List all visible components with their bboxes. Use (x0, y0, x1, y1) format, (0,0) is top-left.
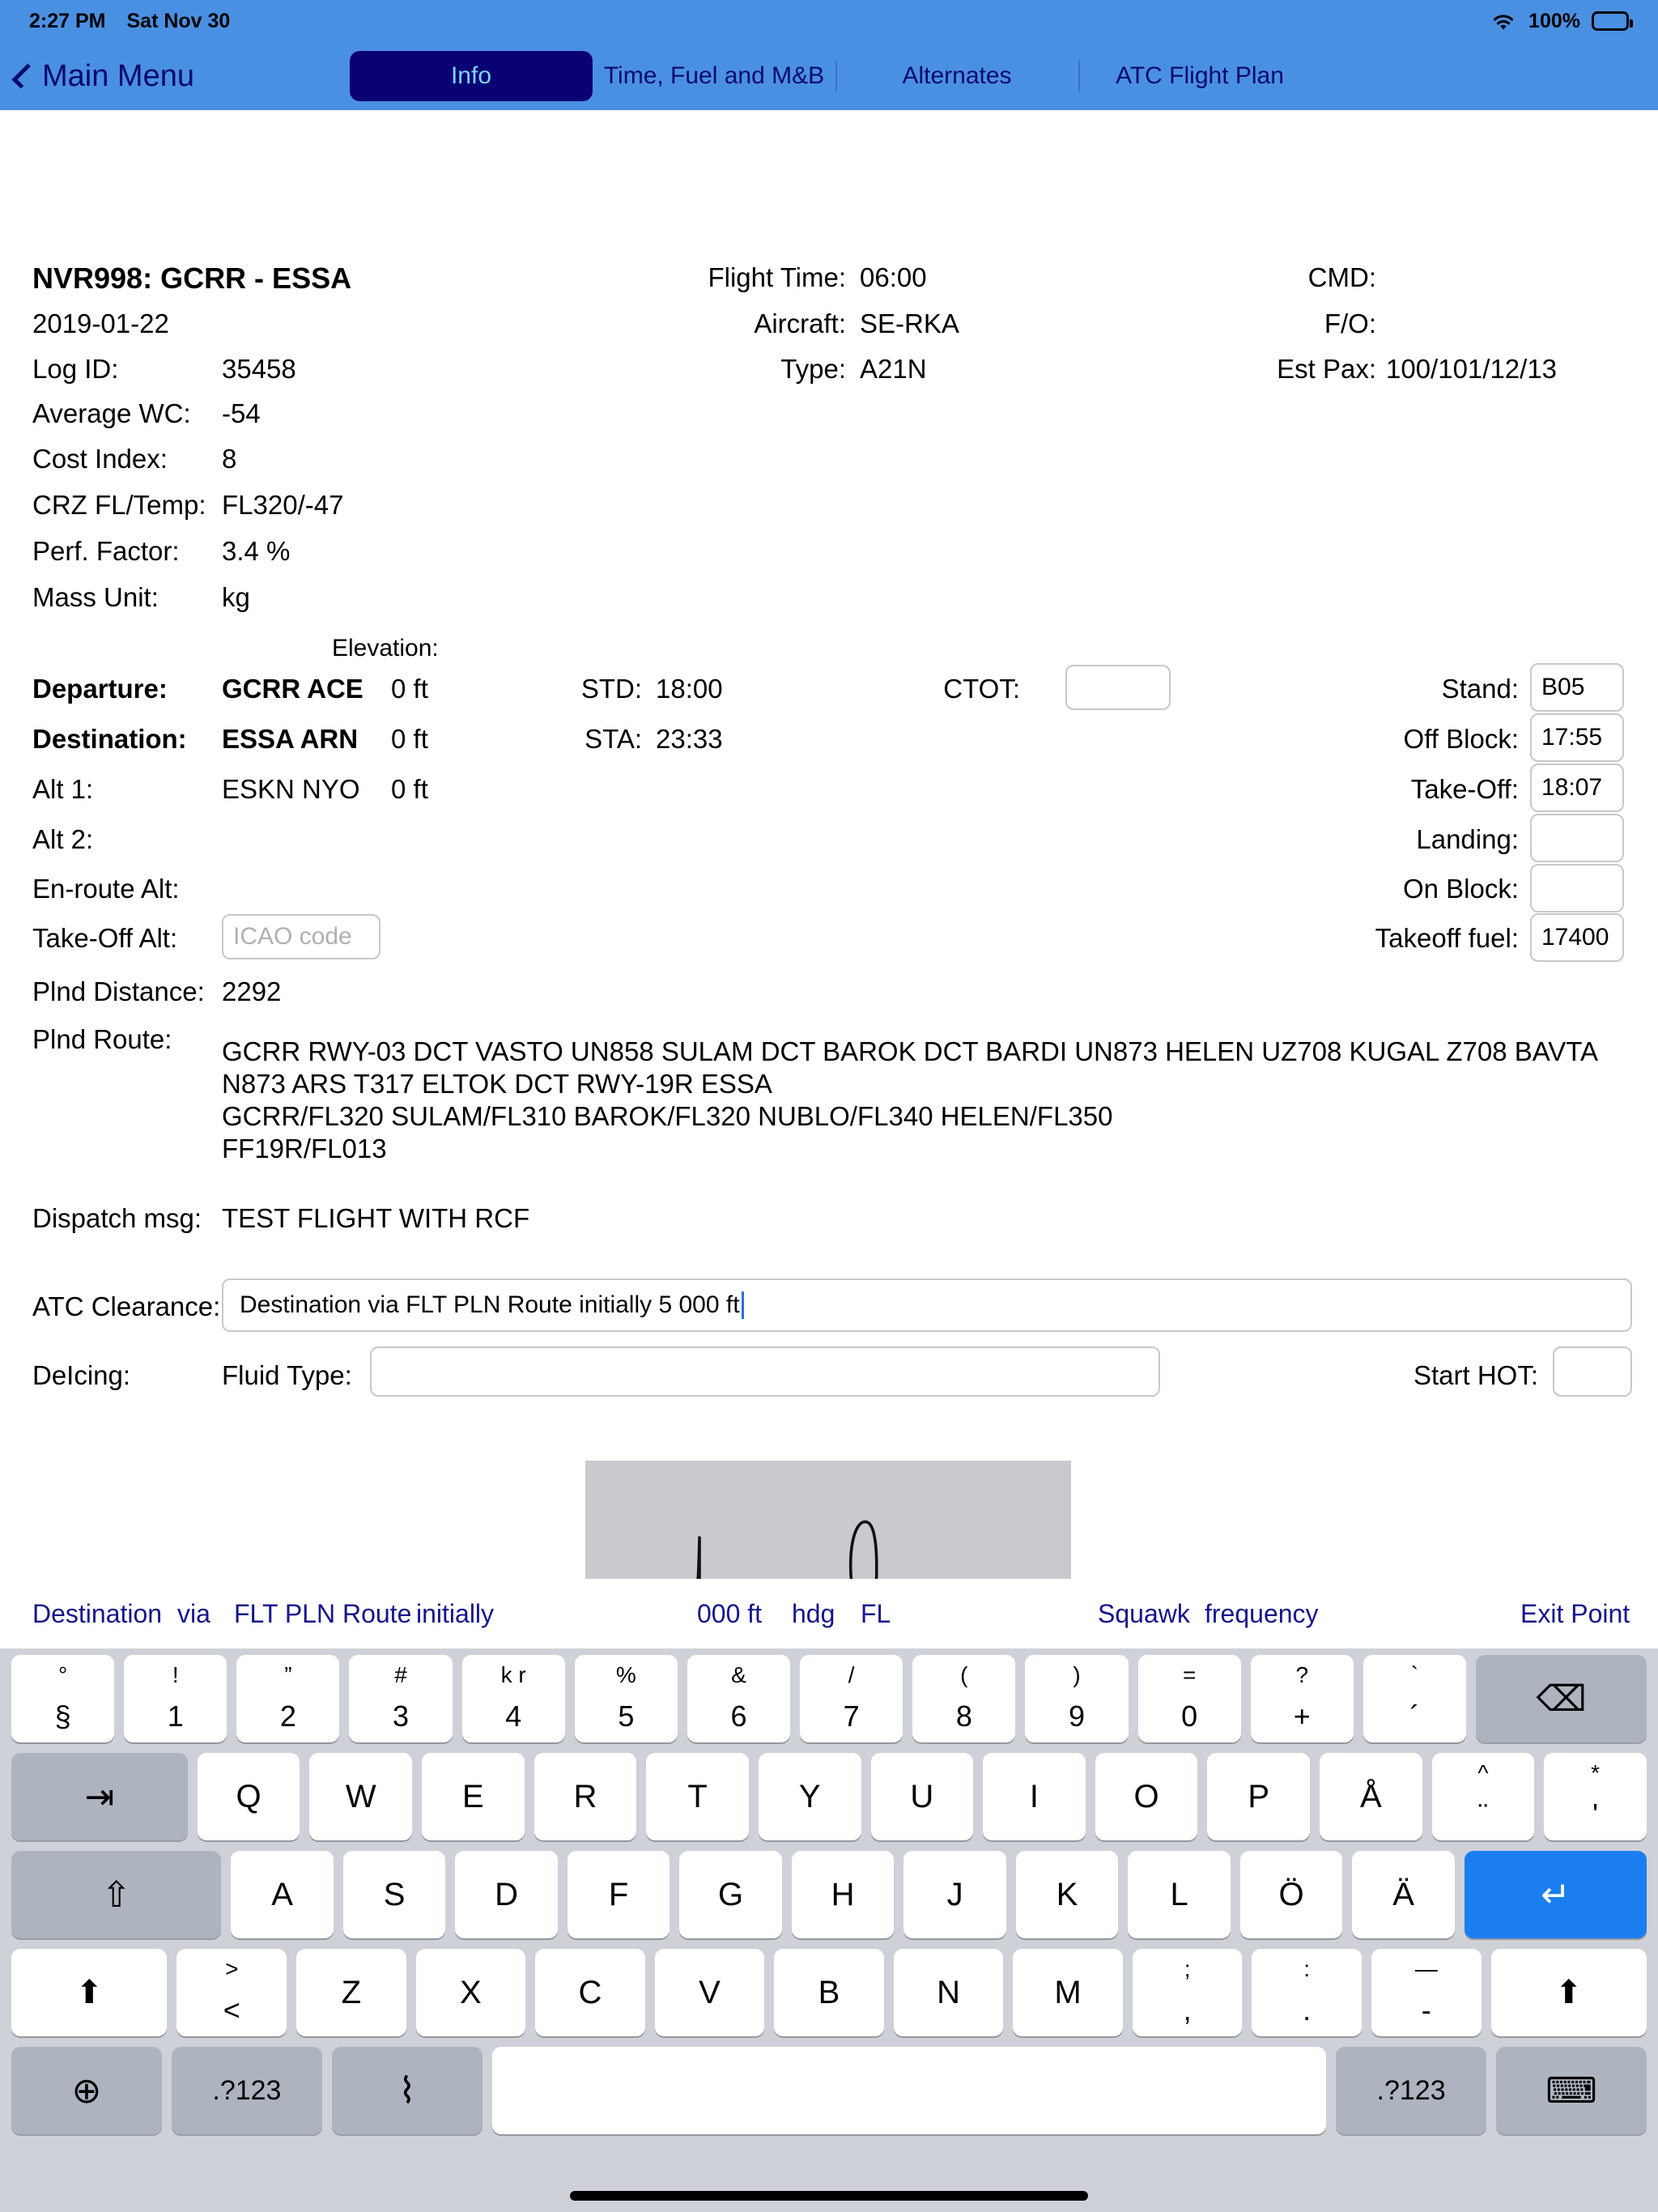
key-4[interactable] (462, 1655, 565, 1742)
key-primary-label: Y (798, 1778, 821, 1814)
type-label: Type: (780, 354, 846, 384)
key-primary-label: D (495, 1876, 519, 1912)
numeric-switch-right-key[interactable] (1336, 2047, 1486, 2134)
key-a[interactable] (231, 1851, 334, 1938)
take-off-input[interactable] (1530, 764, 1624, 812)
dispatch-msg-label: Dispatch msg: (32, 1203, 202, 1233)
alt2-label: Alt 2: (32, 824, 94, 854)
key-primary-label: ⬆ (1554, 1975, 1583, 2010)
departure-elevation: 0 ft (391, 674, 428, 704)
key-secondary-label: ; (1184, 1956, 1191, 1981)
keyboard-row-numbers (5, 1655, 1653, 1742)
tab-atc-flight-plan-label: ATC Flight Plan (1116, 62, 1284, 89)
takeoff-fuel-value: 17400 (1541, 924, 1609, 951)
elevation-header: Elevation: (332, 635, 439, 661)
key-primary-label: ⌨ (1545, 2070, 1597, 2111)
key-1[interactable] (124, 1655, 227, 1742)
plnd-route-line-1: GCRR RWY-03 DCT VASTO UN858 SULAM DCT BAROK DCT BARDI UN873 HELEN UZ708 KUGAL Z708 BAVTA (222, 1036, 1599, 1066)
key-g[interactable] (679, 1851, 782, 1938)
on-block-label: On Block: (1402, 874, 1519, 904)
key-primary-label: J (946, 1876, 963, 1912)
suggestion-initially[interactable]: initially (416, 1598, 495, 1628)
key-w[interactable] (309, 1753, 412, 1840)
atc-clearance-label: ATC Clearance: (32, 1291, 221, 1321)
back-button-label: Main Menu (42, 58, 194, 93)
keyboard-row-qwerty (5, 1753, 1653, 1840)
key-primary-label: ´ (1409, 1699, 1420, 1733)
cost-index-value: 8 (222, 444, 237, 474)
key-r[interactable] (534, 1753, 637, 1840)
key-[interactable] (1251, 1655, 1354, 1742)
key-primary-label: 6 (730, 1699, 747, 1733)
key-primary-label: 7 (843, 1699, 860, 1733)
key-p[interactable] (1207, 1753, 1310, 1840)
home-indicator (570, 2191, 1088, 2201)
off-block-label: Off Block: (1403, 724, 1519, 754)
aircraft-value: SE-RKA (860, 308, 959, 338)
key-z[interactable] (296, 1949, 406, 2036)
key-[interactable] (1133, 1949, 1243, 2036)
average-wc-label: Average WC: (32, 398, 191, 428)
key-primary-label: 2 (279, 1699, 296, 1733)
sta-label: STA: (585, 724, 642, 754)
key-primary-label: C (578, 1974, 602, 2010)
key-[interactable] (1544, 1753, 1647, 1840)
destination-label: Destination: (32, 724, 187, 754)
key-primary-label: I (1029, 1778, 1039, 1814)
off-block-value: 17:55 (1541, 724, 1603, 751)
key-secondary-label: k r (500, 1662, 526, 1687)
key-primary-label: 9 (1068, 1699, 1085, 1733)
key-primary-label: 5 (618, 1699, 635, 1733)
cost-index-label: Cost Index: (32, 444, 168, 474)
perf-factor-label: Perf. Factor: (32, 536, 180, 566)
key-primary-label: Z (341, 1974, 362, 2010)
key-secondary-label: # (394, 1662, 407, 1687)
key-primary-label: H (831, 1876, 855, 1912)
tab-time-fuel-mb[interactable] (593, 51, 835, 101)
stand-value: B05 (1541, 674, 1585, 700)
hide-keyboard-key[interactable] (1496, 2047, 1647, 2134)
key-e[interactable] (422, 1753, 525, 1840)
space-key[interactable] (492, 2047, 1326, 2134)
key-v[interactable] (655, 1949, 765, 2036)
key-primary-label: ⇥ (84, 1776, 115, 1817)
key-c[interactable] (535, 1949, 645, 2036)
plnd-route-line-3: GCRR/FL320 SULAM/FL310 BAROK/FL320 NUBLO/FL340 HELEN/FL350 (222, 1101, 1113, 1131)
alt1-code: ESKN NYO (222, 774, 360, 804)
key-[interactable] (11, 1655, 114, 1742)
suggestion-via[interactable]: via (177, 1598, 210, 1628)
key-primary-label: P (1248, 1778, 1270, 1814)
key-[interactable] (1352, 1851, 1455, 1938)
key-primary-label: M (1054, 1974, 1082, 2010)
key-primary-label: 4 (505, 1699, 522, 1733)
type-value: A21N (860, 354, 927, 384)
key-secondary-label: * (1591, 1760, 1601, 1785)
key-secondary-label: % (615, 1662, 636, 1687)
crz-fl-temp-label: CRZ FL/Temp: (32, 490, 206, 520)
plnd-distance-label: Plnd Distance: (32, 976, 205, 1006)
navigation-bar (0, 42, 1658, 110)
back-to-main-menu-button[interactable] (18, 59, 194, 94)
key-primary-label: , (1183, 1993, 1192, 2027)
key-primary-label: ↵ (1540, 1874, 1571, 1915)
key-secondary-label: — (1414, 1956, 1438, 1981)
key-[interactable] (1371, 1949, 1482, 2036)
tab-info-label: Info (450, 62, 492, 89)
key-9[interactable] (1025, 1655, 1128, 1742)
key-5[interactable] (575, 1655, 678, 1742)
status-bar-right (1490, 10, 1629, 33)
key-primary-label: G (718, 1876, 744, 1912)
keyboard-row-zxcv (5, 1949, 1653, 2036)
key-primary-label: ' (1592, 1797, 1599, 1831)
key-primary-label: B (818, 1974, 840, 2010)
key-k[interactable] (1016, 1851, 1119, 1938)
key-primary-label: E (462, 1778, 484, 1814)
keyboard-row-home (5, 1851, 1653, 1938)
key-primary-label: Ö (1278, 1876, 1304, 1912)
deicing-label: DeIcing: (32, 1360, 131, 1390)
key-secondary-label: & (731, 1662, 746, 1687)
ctot-label: CTOT: (943, 674, 1020, 704)
key-primary-label: T (687, 1778, 708, 1814)
key-primary-label: .?123 (212, 2074, 282, 2106)
key-secondary-label: ? (1295, 1662, 1309, 1687)
key-t[interactable] (646, 1753, 749, 1840)
alt1-elevation: 0 ft (391, 774, 428, 804)
on-screen-keyboard[interactable] (0, 1648, 1658, 2212)
battery-icon (1592, 11, 1629, 31)
key-primary-label: § (54, 1699, 71, 1733)
status-bar (0, 0, 1658, 42)
departure-code: GCRR ACE (222, 674, 363, 704)
enroute-alt-label: En-route Alt: (32, 874, 180, 904)
key-secondary-label: / (848, 1662, 855, 1687)
key-primary-label: 8 (955, 1699, 972, 1733)
start-hot-label: Start HOT: (1413, 1360, 1538, 1390)
text-caret (742, 1291, 744, 1319)
dictation-key[interactable] (332, 2047, 483, 2134)
key-secondary-label: ° (57, 1662, 68, 1687)
key-primary-label: X (460, 1974, 482, 2010)
fluid-type-label: Fluid Type: (222, 1360, 352, 1390)
key-primary-label: L (1170, 1876, 1188, 1912)
status-bar-left (29, 10, 230, 33)
key-secondary-label: ! (172, 1662, 179, 1687)
aircraft-label: Aircraft: (754, 308, 846, 338)
key-m[interactable] (1013, 1949, 1123, 2036)
key-f[interactable] (568, 1851, 670, 1938)
flight-time-label: Flight Time: (708, 262, 846, 292)
suggestion-exit-point[interactable]: Exit Point (1520, 1598, 1630, 1628)
key-primary-label: ⬆ (75, 1975, 103, 2010)
est-pax-value: 100/101/12/13 (1386, 354, 1558, 384)
suggestion-hdg[interactable]: hdg (792, 1598, 835, 1628)
average-wc-value: -54 (222, 398, 261, 428)
tab-alternates[interactable] (835, 51, 1078, 101)
flight-time-value: 06:00 (860, 262, 927, 292)
take-off-label: Take-Off: (1410, 774, 1519, 804)
key-secondary-label: > (225, 1956, 239, 1981)
suggestion-frequency[interactable]: frequency (1205, 1598, 1319, 1628)
shift-right-key[interactable] (1491, 1949, 1647, 2036)
suggestion-destination[interactable]: Destination (32, 1598, 163, 1628)
atc-clearance-input[interactable] (222, 1278, 1632, 1332)
departure-label: Departure: (32, 674, 168, 704)
tab-key[interactable] (11, 1753, 188, 1840)
takeoff-alt-placeholder: ICAO code (233, 923, 352, 950)
key-primary-label: ⌇ (398, 2070, 416, 2111)
sta-value: 23:33 (656, 724, 723, 754)
suggestion-fl[interactable]: FL (861, 1598, 891, 1628)
key-o[interactable] (1095, 1753, 1198, 1840)
key-primary-label: ¨ (1477, 1797, 1488, 1831)
key-[interactable] (1252, 1949, 1362, 2036)
status-date: Sat Nov 30 (126, 9, 231, 32)
destination-code: ESSA ARN (222, 724, 359, 754)
autocomplete-suggestion-bar (0, 1579, 1658, 1648)
key-x[interactable] (416, 1949, 526, 2036)
key-primary-label: W (345, 1778, 376, 1814)
key-[interactable] (1240, 1851, 1343, 1938)
stand-input[interactable] (1530, 663, 1624, 712)
key-secondary-label: : (1303, 1956, 1311, 1981)
key-primary-label: Å (1360, 1778, 1382, 1814)
key-[interactable] (176, 1949, 287, 2036)
key-primary-label: + (1293, 1699, 1311, 1733)
destination-elevation: 0 ft (391, 724, 428, 754)
return-key[interactable] (1465, 1851, 1647, 1938)
key-primary-label: < (223, 1993, 240, 2027)
key-primary-label: U (910, 1778, 934, 1814)
key-j[interactable] (903, 1851, 1006, 1938)
keyboard-row-bottom (5, 2047, 1653, 2134)
key-primary-label: F (608, 1876, 629, 1912)
std-label: STD: (580, 674, 642, 704)
flight-date: 2019-01-22 (32, 308, 169, 338)
key-primary-label: 1 (167, 1699, 184, 1733)
key-primary-label: ⇧ (101, 1874, 132, 1915)
key-i[interactable] (983, 1753, 1086, 1840)
backspace-key[interactable] (1476, 1655, 1647, 1742)
tab-atc-flight-plan[interactable] (1078, 51, 1321, 101)
dispatch-msg-value: TEST FLIGHT WITH RCF (222, 1203, 530, 1233)
key-primary-label: 0 (1181, 1699, 1198, 1733)
key-secondary-label: ” (284, 1662, 292, 1687)
tab-alternates-label: Alternates (902, 62, 1012, 89)
landing-label: Landing: (1416, 824, 1519, 854)
suggestion-squawk[interactable]: Squawk (1098, 1598, 1190, 1628)
on-block-input[interactable] (1530, 864, 1624, 912)
key-n[interactable] (894, 1949, 1004, 2036)
key-secondary-label: ^ (1477, 1760, 1489, 1785)
key-primary-label: 3 (393, 1699, 410, 1733)
key-primary-label: - (1421, 1993, 1431, 2027)
page-title: NVR998: GCRR - ESSA (32, 262, 352, 295)
mass-unit-label: Mass Unit: (32, 582, 159, 612)
key-primary-label: Ä (1392, 1876, 1414, 1912)
numeric-switch-left-key[interactable] (172, 2047, 322, 2134)
key-primary-label: . (1303, 1993, 1312, 2027)
key-primary-label: ⌫ (1536, 1678, 1587, 1719)
take-off-value: 18:07 (1541, 774, 1603, 801)
key-primary-label: K (1056, 1876, 1078, 1912)
key-7[interactable] (800, 1655, 903, 1742)
key-secondary-label: = (1182, 1662, 1197, 1687)
key-primary-label: .?123 (1376, 2074, 1446, 2106)
key-6[interactable] (687, 1655, 790, 1742)
crz-fl-temp-value: FL320/-47 (222, 490, 344, 520)
plnd-route-label: Plnd Route: (32, 1024, 172, 1054)
takeoff-alt-input[interactable] (222, 914, 380, 959)
est-pax-label: Est Pax: (1277, 354, 1376, 384)
plnd-route-line-4: FF19R/FL013 (222, 1134, 387, 1163)
suggestion-flt-pln-route[interactable]: FLT PLN Route (234, 1598, 412, 1628)
cmd-label: CMD: (1307, 262, 1376, 292)
takeoff-alt-label: Take-Off Alt: (32, 923, 178, 953)
key-s[interactable] (343, 1851, 446, 1938)
key-3[interactable] (349, 1655, 452, 1742)
log-id-label: Log ID: (32, 354, 119, 384)
key-y[interactable] (759, 1753, 861, 1840)
key-primary-label: V (699, 1974, 721, 2010)
takeoff-fuel-input[interactable] (1530, 913, 1624, 962)
key-primary-label: A (271, 1876, 293, 1912)
mass-unit-value: kg (222, 582, 250, 612)
key-d[interactable] (455, 1851, 558, 1938)
landing-input[interactable] (1530, 814, 1624, 862)
std-value: 18:00 (656, 674, 723, 704)
key-primary-label: R (573, 1778, 597, 1814)
globe-key[interactable] (11, 2047, 162, 2134)
key-0[interactable] (1138, 1655, 1241, 1742)
suggestion-000-ft[interactable]: 000 ft (697, 1598, 763, 1628)
tab-segmented-control[interactable] (350, 51, 1321, 101)
key-b[interactable] (774, 1949, 884, 2036)
key-secondary-label: ( (960, 1662, 968, 1687)
fo-label: F/O: (1324, 308, 1376, 338)
key-[interactable] (1363, 1655, 1466, 1742)
shift-left-key[interactable] (11, 1949, 167, 2036)
plnd-distance-value: 2292 (222, 976, 282, 1006)
key-secondary-label: ) (1073, 1662, 1081, 1687)
key-primary-label: O (1133, 1778, 1159, 1814)
takeoff-fuel-label: Takeoff fuel: (1375, 923, 1519, 953)
tab-info[interactable] (350, 51, 593, 101)
tab-time-fuel-mb-label: Time, Fuel and M&B (603, 62, 825, 89)
atc-clearance-value: Destination via FLT PLN Route initially 5 000 ft (240, 1291, 740, 1318)
start-hot-input[interactable] (1553, 1346, 1632, 1397)
key-[interactable] (1432, 1753, 1535, 1840)
key-l[interactable] (1128, 1851, 1231, 1938)
key-primary-label: N (937, 1974, 960, 2010)
alt1-label: Alt 1: (32, 774, 94, 804)
log-id-value: 35458 (222, 354, 296, 384)
wifi-icon (1490, 11, 1517, 32)
key-primary-label: Q (236, 1778, 261, 1814)
key-8[interactable] (912, 1655, 1015, 1742)
perf-factor-value: 3.4 % (222, 536, 291, 566)
key-h[interactable] (792, 1851, 895, 1938)
key-q[interactable] (198, 1753, 300, 1840)
caps-lock-key[interactable] (11, 1851, 221, 1938)
key-u[interactable] (871, 1753, 974, 1840)
battery-percent: 100% (1528, 9, 1580, 32)
key-secondary-label: ` (1410, 1662, 1419, 1687)
fluid-type-input[interactable] (370, 1346, 1160, 1397)
stand-label: Stand: (1441, 674, 1519, 704)
chevron-left-icon (11, 63, 36, 88)
key-primary-label: S (383, 1876, 406, 1912)
off-block-input[interactable] (1530, 713, 1624, 762)
flight-info-panel (0, 110, 1658, 1534)
key-2[interactable] (236, 1655, 339, 1742)
key-primary-label: ⊕ (71, 2070, 102, 2111)
key-[interactable] (1320, 1753, 1422, 1840)
plnd-route-line-2: N873 ARS T317 ELTOK DCT RWY-19R ESSA (222, 1069, 772, 1099)
status-time: 2:27 PM (29, 9, 106, 32)
